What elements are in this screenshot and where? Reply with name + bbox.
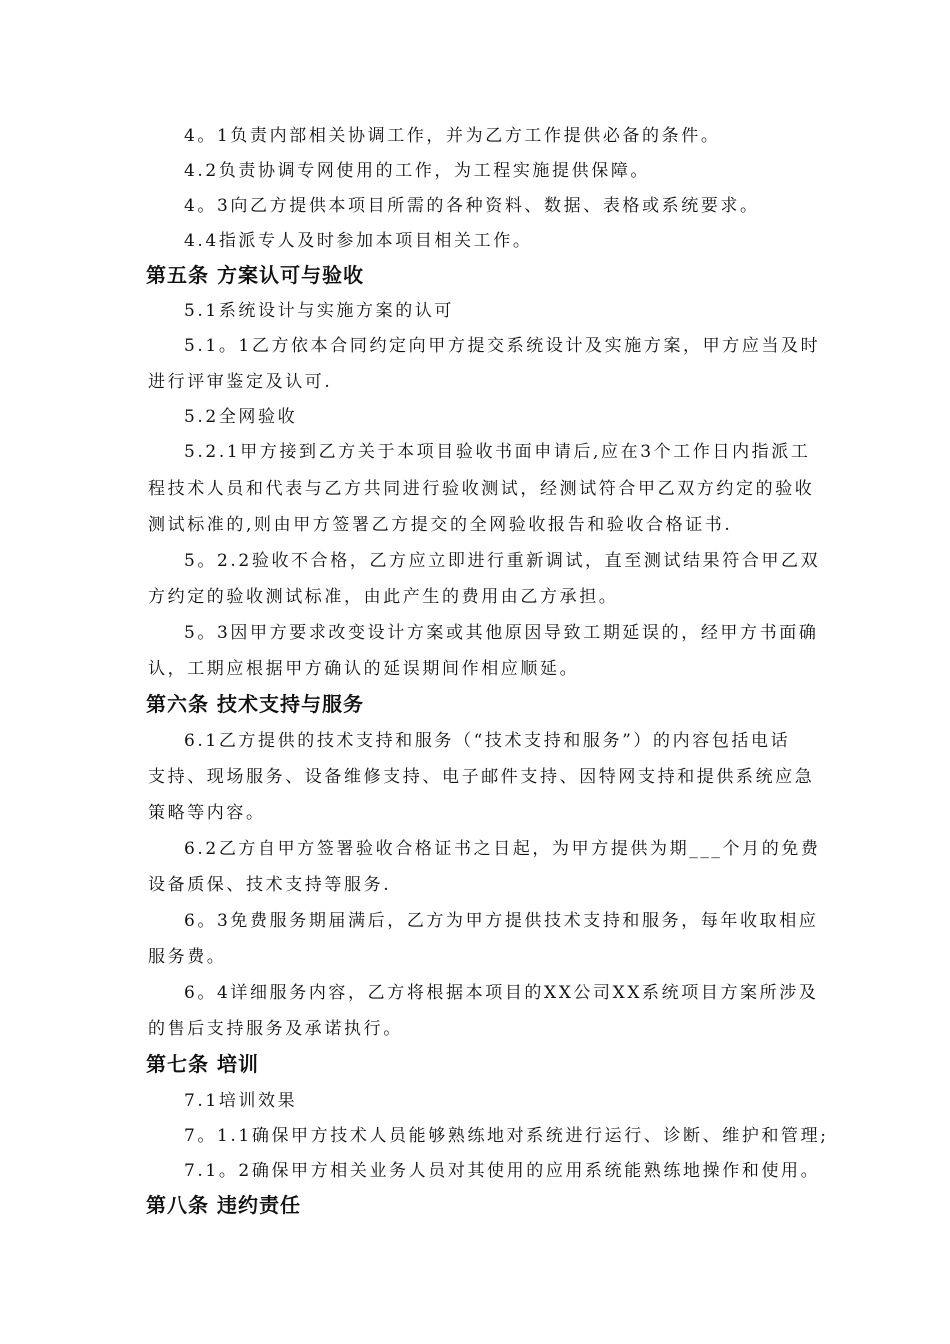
clause-5-3-cont: 认，工期应根据甲方确认的延误期间作相应顺延。 (148, 659, 580, 679)
section-heading-8: 第八条 违约责任 (146, 1193, 301, 1217)
clause-5-1-1-cont: 进行评审鉴定及认可. (148, 372, 333, 392)
clause-4-2: 4.2负责协调专网使用的工作，为工程实施提供保障。 (184, 161, 651, 181)
clause-5-3: 5。3因甲方要求改变设计方案或其他原因导致工期延误的，经甲方书面确 (184, 623, 819, 643)
clause-5-2-2: 5。2.2验收不合格，乙方应立即进行重新调试，直至测试结果符合甲乙双 (184, 551, 821, 571)
clause-7-1-1: 7。1.1确保甲方技术人员能够熟练地对系统进行运行、诊断、维护和管理; (184, 1126, 829, 1146)
clause-5-2: 5.2全网验收 (184, 407, 298, 427)
clause-6-1-cont-2: 策略等内容。 (148, 803, 266, 823)
clause-6-4: 6。4详细服务内容，乙方将根据本项目的XX公司XX系统项目方案所涉及 (184, 983, 819, 1003)
clause-5-2-1: 5.2.1甲方接到乙方关于本项目验收书面申请后,应在3个工作日内指派工 (184, 442, 811, 462)
clause-4-3: 4。3向乙方提供本项目所需的各种资料、数据、表格或系统要求。 (184, 196, 760, 216)
clause-6-1-cont-1: 支持、现场服务、设备维修支持、电子邮件支持、因特网支持和提供系统应急 (148, 767, 815, 787)
clause-5-2-1-cont-2: 测试标准的,则由甲方签署乙方提交的全网验收报告和验收合格证书. (148, 515, 733, 535)
section-heading-6: 第六条 技术支持与服务 (146, 692, 364, 716)
clause-6-3-cont: 服务费。 (148, 947, 227, 967)
clause-6-2: 6.2乙方自甲方签署验收合格证书之日起，为甲方提供为期___个月的免费 (184, 839, 821, 859)
section-heading-5: 第五条 方案认可与验收 (146, 263, 364, 287)
clause-6-3: 6。3免费服务期届满后，乙方为甲方提供技术支持和服务，每年收取相应 (184, 911, 819, 931)
clause-4-4: 4.4指派专人及时参加本项目相关工作。 (184, 231, 533, 251)
clause-6-1: 6.1乙方提供的技术支持和服务（“技术支持和服务”）的内容包括电话 (184, 731, 791, 751)
clause-7-1-2: 7.1。2确保甲方相关业务人员对其使用的应用系统能熟练地操作和使用。 (184, 1161, 821, 1181)
clause-6-2-cont: 设备质保、技术支持等服务. (148, 875, 392, 895)
clause-5-2-2-cont: 方约定的验收测试标准，由此产生的费用由乙方承担。 (148, 587, 619, 607)
section-heading-7: 第七条 培训 (146, 1052, 259, 1076)
clause-5-2-1-cont-1: 程技术人员和代表与乙方共同进行验收测试，经测试符合甲乙双方约定的验收 (148, 479, 815, 499)
clause-5-1: 5.1系统设计与实施方案的认可 (184, 301, 455, 321)
clause-4-1: 4。1负责内部相关协调工作，并为乙方工作提供必备的条件。 (184, 126, 721, 146)
clause-6-4-cont: 的售后支持服务及承诺执行。 (148, 1019, 403, 1039)
clause-5-1-1: 5.1。1乙方依本合同约定向甲方提交系统设计及实施方案，甲方应当及时 (184, 336, 821, 356)
clause-7-1: 7.1培训效果 (184, 1091, 298, 1111)
